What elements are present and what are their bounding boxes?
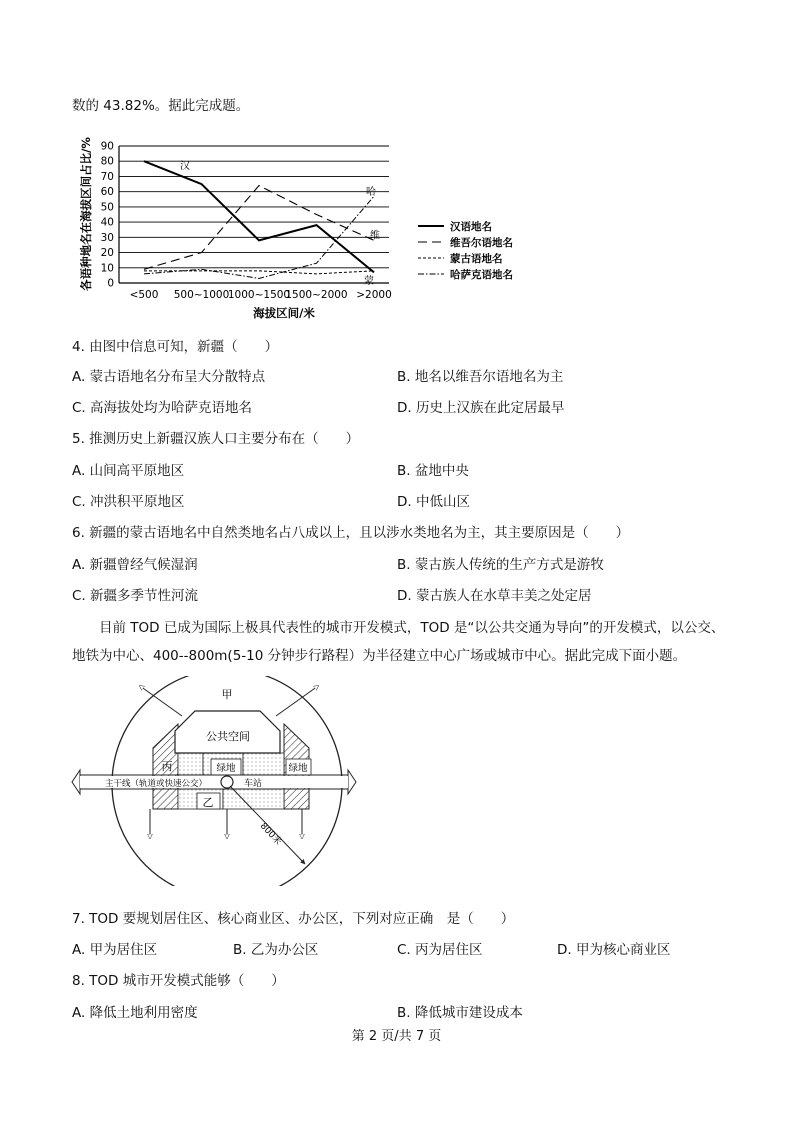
- series-line-0: [144, 161, 374, 272]
- y-tick-80: 80: [100, 155, 114, 168]
- q4-stem: 4. 由图中信息可知，新疆（ ）: [72, 339, 279, 355]
- q4-option-b: B. 地名以维吾尔语地名为主: [397, 369, 564, 385]
- chart-y-label: 各语种地名在海拔区间占比/%: [79, 137, 93, 291]
- label-station: 车站: [244, 779, 263, 789]
- q8-option-a: A. 降低土地利用密度: [72, 1005, 198, 1021]
- q7-stem: 7. TOD 要规划居住区、核心商业区、办公区，下列对应正确 是（ ）: [72, 911, 515, 927]
- chart-x-label: 海拔区间/米: [253, 306, 315, 320]
- y-tick-50: 50: [100, 201, 114, 214]
- y-tick-0: 0: [107, 277, 114, 290]
- q7-option-a: A. 甲为居住区: [72, 942, 158, 958]
- series-tag-2: 蒙: [364, 275, 374, 287]
- series-tag-0: 汉: [180, 161, 190, 173]
- q6-option-b: B. 蒙古族人传统的生产方式是游牧: [397, 557, 604, 573]
- series-line-1: [144, 186, 374, 270]
- intro-line: 数的 43.82%。据此完成题。: [72, 98, 250, 114]
- legend-label-2: 蒙古语地名: [450, 253, 503, 265]
- q5-option-a: A. 山间高平原地区: [72, 463, 185, 479]
- q7-option-b: B. 乙为办公区: [233, 942, 319, 958]
- q8-option-b: B. 降低城市建设成本: [397, 1005, 523, 1021]
- station-marker: [221, 776, 233, 788]
- q4-option-a: A. 蒙古语地名分布呈大分散特点: [72, 369, 266, 385]
- label-jia: 甲: [221, 688, 233, 701]
- q4-option-c: C. 高海拔处均为哈萨克语地名: [72, 400, 253, 416]
- x-tick-2: 1000~1500: [227, 289, 291, 301]
- legend-label-0: 汉语地名: [450, 221, 492, 233]
- x-tick-1: 500~1000: [173, 289, 230, 301]
- label-public-space: 公共空间: [206, 730, 250, 743]
- q6-stem: 6. 新疆的蒙古语地名中自然类地名占八成以上，且以涉水类地名为主，其主要原因是（ ）: [72, 525, 630, 541]
- q5-stem: 5. 推测历史上新疆汉族人口主要分布在（ ）: [72, 431, 360, 447]
- series-tag-1: 维: [370, 230, 380, 242]
- x-tick-0: <500: [129, 289, 159, 301]
- q6-option-d: D. 蒙古族人在水草丰美之处定居: [397, 588, 592, 604]
- q7-option-d: D. 甲为核心商业区: [557, 942, 671, 958]
- y-tick-40: 40: [100, 216, 114, 229]
- label-radius: 800米: [257, 821, 283, 848]
- y-tick-60: 60: [100, 186, 114, 199]
- label-bing: 丙: [161, 760, 173, 773]
- q5-option-b: B. 盆地中央: [397, 463, 469, 479]
- q7-option-c: C. 丙为居住区: [397, 942, 483, 958]
- q6-option-c: C. 新疆多季节性河流: [72, 588, 199, 604]
- legend-label-3: 哈萨克语地名: [450, 269, 513, 281]
- series-tag-3: 哈: [366, 187, 376, 199]
- dotted-block-1: [178, 753, 203, 775]
- trunk-arrow-right: [348, 770, 356, 794]
- q5-option-d: D. 中低山区: [397, 494, 470, 510]
- y-tick-30: 30: [100, 231, 114, 244]
- label-yi: 乙: [202, 796, 214, 809]
- y-tick-10: 10: [100, 262, 114, 275]
- legend-label-1: 维吾尔语地名: [450, 237, 513, 249]
- dotted-block-5: [223, 789, 284, 809]
- label-trunk-line: 主干线（轨道或快速公交）: [104, 779, 208, 789]
- chart-x-ticks: [130, 289, 392, 301]
- x-tick-3: 1500~2000: [285, 289, 348, 301]
- trunk-arrow-left: [72, 770, 80, 794]
- altitude-line-chart: [72, 128, 542, 324]
- page-footer: 第 2 页/共 7 页: [351, 1029, 442, 1044]
- chart-legend: [418, 220, 513, 281]
- tod-paragraph: 目前 TOD 已成为国际上极具代表性的城市开发模式，TOD 是“以公共交通为导向”的开发模式，以公交、地铁为中心、400--800m(5-10 分钟步行路程）为半径建立中心广场或城市中心。据此完成下面小题。: [72, 620, 725, 664]
- q4-option-d: D. 历史上汉族在此定居最早: [397, 400, 565, 416]
- tod-diagram: [70, 676, 370, 886]
- label-green-2: 绿地: [288, 763, 308, 774]
- q5-option-c: C. 冲洪积平原地区: [72, 494, 185, 510]
- chart-series-lines: [144, 161, 374, 278]
- q8-stem: 8. TOD 城市开发模式能够（ ）: [72, 973, 285, 989]
- y-tick-20: 20: [100, 247, 114, 260]
- q6-option-a: A. 新疆曾经气候湿润: [72, 557, 198, 573]
- chart-y-ticks: [101, 141, 114, 290]
- y-tick-90: 90: [100, 140, 114, 153]
- dotted-block-3: [243, 753, 284, 775]
- label-green-1: 绿地: [216, 763, 236, 774]
- x-tick-4: >2000: [356, 289, 392, 301]
- y-tick-70: 70: [100, 170, 114, 183]
